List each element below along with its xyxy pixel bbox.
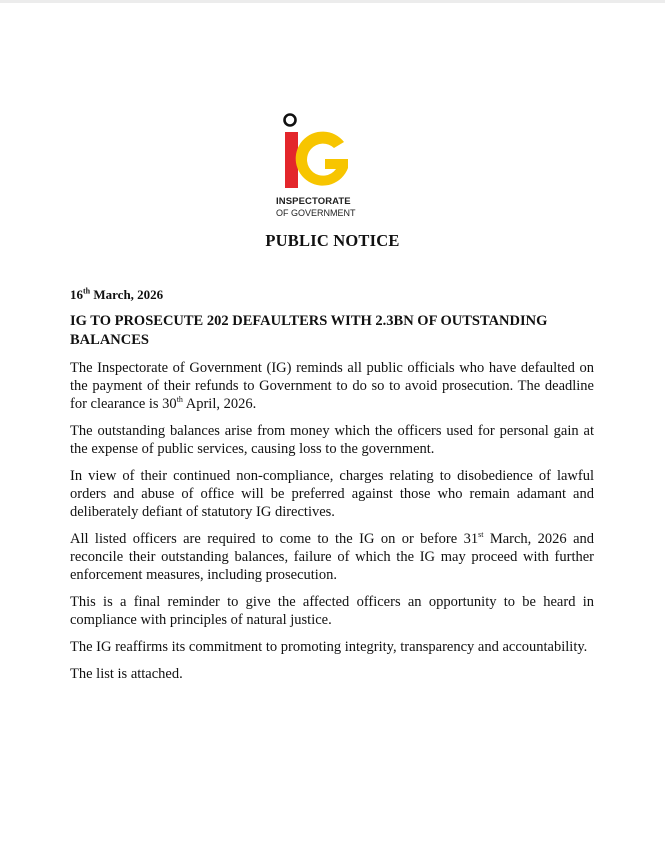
date-suffix: th [83, 286, 91, 296]
logo-text-line2: OF GOVERNMENT [276, 208, 356, 218]
paragraph-deadline-date: April, 2026. [182, 396, 257, 412]
ig-logo-mark [278, 110, 354, 194]
notice-body [70, 286, 594, 692]
paragraph-list-attached: The list is attached. [70, 666, 183, 682]
paragraph-balances: The outstanding balances arise from money which the officers used for personal gain at the expense of public services, causing loss to the government. [70, 423, 594, 457]
top-border [0, 0, 665, 3]
paragraph-deadline [70, 359, 594, 413]
paragraph-commitment: The IG reaffirms its commitment to promoting integrity, transparency and accountability. [70, 639, 588, 655]
requirement-suffix: st [478, 530, 484, 540]
paragraph-deadline-text: The Inspectorate of Government (IG) reminds all public officials who have defaulted on the payment of their refunds to Government to do so to avoid prosecution. The deadline for clearance is 30 [70, 360, 594, 412]
notice-headline: IG TO PROSECUTE 202 DEFAULTERS WITH 2.3BN OF OUTSTANDING BALANCES [70, 313, 548, 348]
paragraph-reminder: This is a final reminder to give the affected officers an opportunity to be heard in compliance with principles of natural justice. [70, 594, 594, 628]
paragraph-requirement-rest: March, 2026 and reconcile their outstanding balances, failure of which the IG may proceed with further enforcement measures, including prosecution. [70, 531, 595, 583]
deadline-suffix: th [176, 395, 183, 405]
date-day: 16 [70, 287, 83, 302]
logo-text-line1: INSPECTORATE [276, 196, 351, 207]
notice-title: PUBLIC NOTICE [265, 231, 400, 250]
paragraph-charges: In view of their continued non-compliance, charges relating to disobedience of lawful orders and abuse of office will be preferred against those who remain adamant and deliberately defiant of statutory IG directives. [70, 468, 594, 520]
notice-date [70, 286, 594, 304]
ig-logo [276, 110, 366, 220]
paragraph-requirement-text: All listed officers are required to come to the IG on or before 31 [70, 531, 479, 547]
paragraph-requirement [70, 530, 594, 584]
date-rest: March, 2026 [90, 287, 164, 302]
